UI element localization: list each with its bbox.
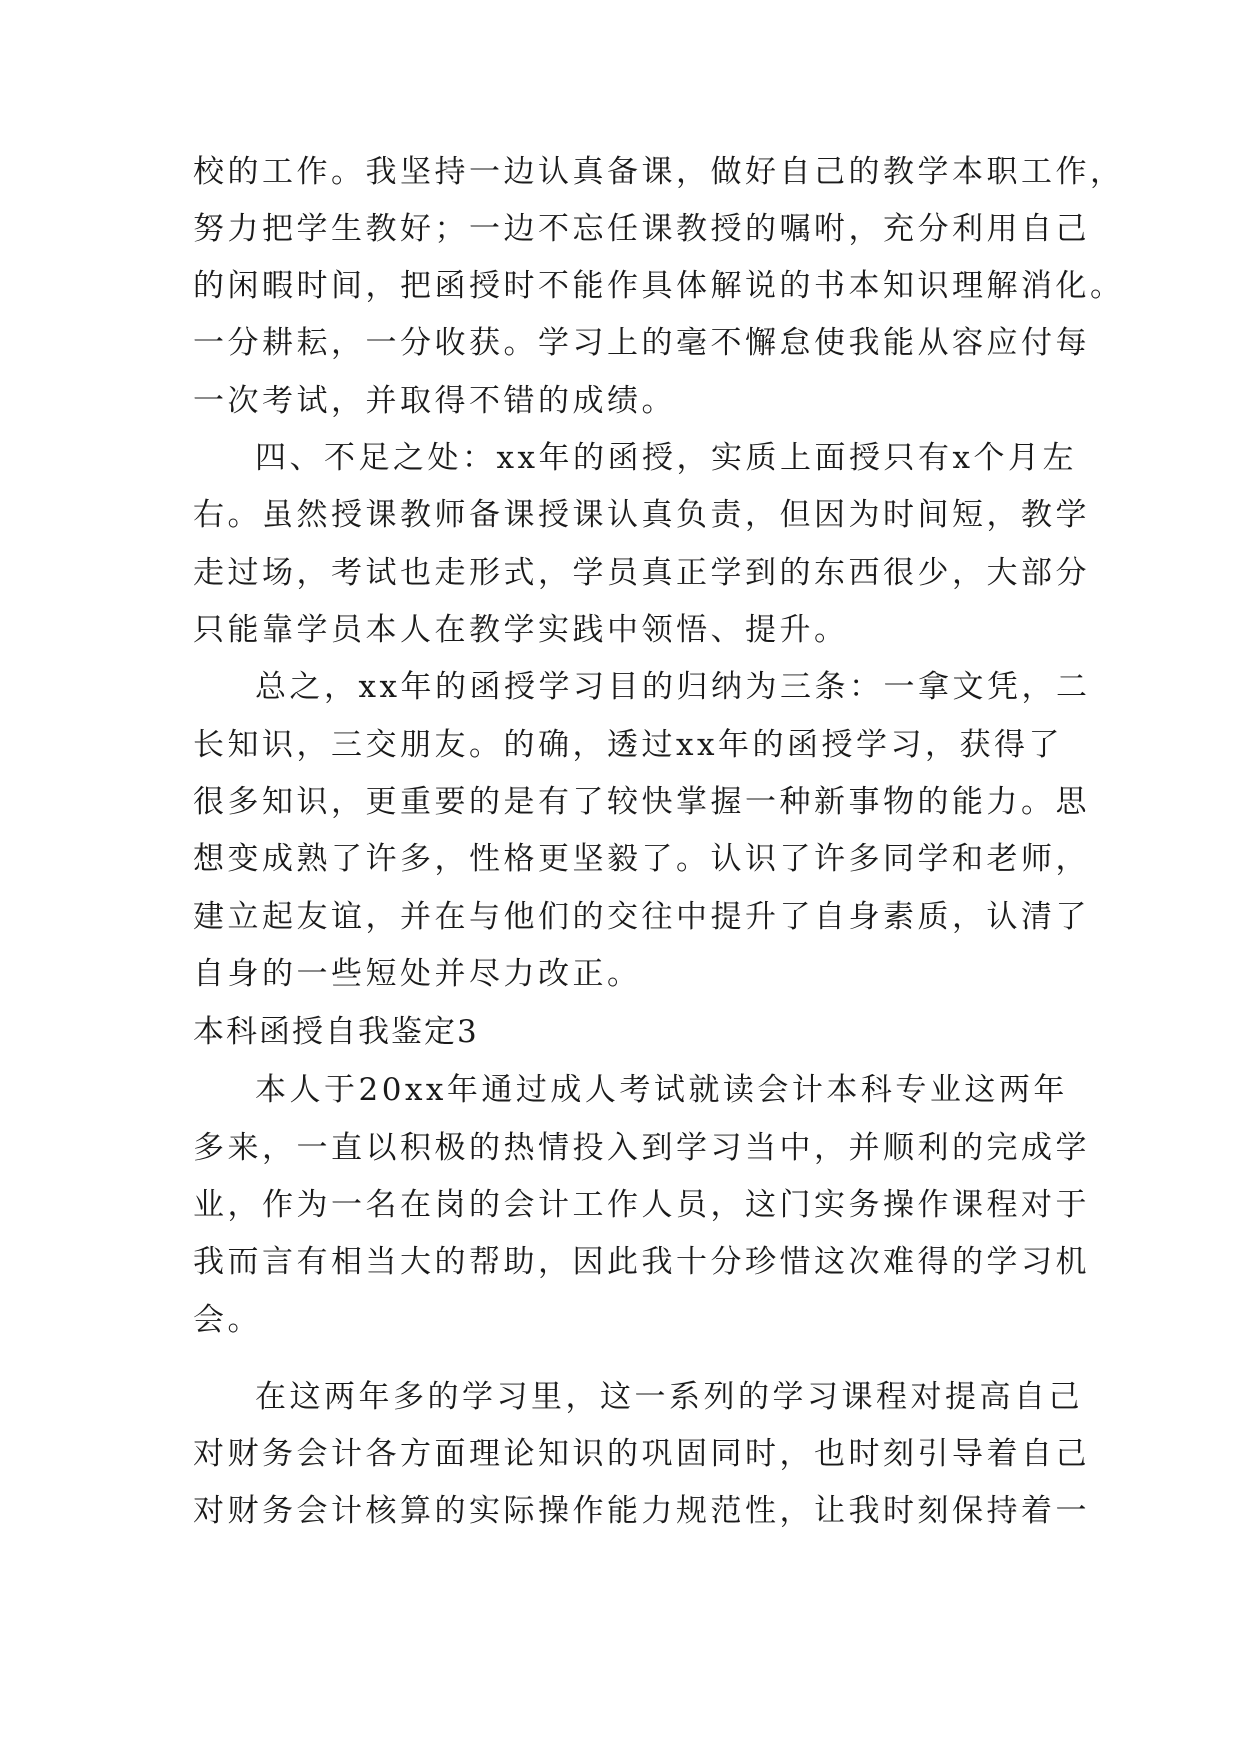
text-line: 多来，一直以积极的热情投入到学习当中，并顺利的完成学 [193,1130,1090,1166]
text-line: 走过场，考试也走形式，学员真正学到的东西很少，大部分 [193,555,1090,591]
text-line: 只能靠学员本人在教学实践中领悟、提升。 [193,612,849,648]
text-line: 我而言有相当大的帮助，因此我十分珍惜这次难得的学习机 [193,1244,1090,1280]
text-line: 一次考试，并取得不错的成绩。 [193,383,676,419]
text-line: 的闲暇时间，把函授时不能作具体解说的书本知识理解消化。 [193,268,1125,304]
text-line: 很多知识，更重要的是有了较快掌握一种新事物的能力。思 [193,784,1090,820]
text-line: 会。 [193,1302,262,1338]
text-line: 努力把学生教好；一边不忘任课教授的嘱咐，充分利用自己 [193,211,1090,247]
section-heading: 本科函授自我鉴定3 [193,1014,479,1050]
paragraph-start-line: 四、不足之处：xx年的函授，实质上面授只有x个月左 [255,440,1077,476]
text-line: 业，作为一名在岗的会计工作人员，这门实务操作课程对于 [193,1187,1090,1223]
text-line: 一分耕耘，一分收获。学习上的毫不懈怠使我能从容应付每 [193,325,1090,361]
text-line: 对财务会计各方面理论知识的巩固同时，也时刻引导着自己 [193,1436,1090,1472]
text-line: 自身的一些短处并尽力改正。 [193,956,642,992]
paragraph-start-line: 总之，xx年的函授学习目的归纳为三条：一拿文凭，二 [255,669,1091,705]
paragraph-start-line: 本人于20xx年通过成人考试就读会计本科专业这两年 [255,1072,1068,1108]
text-line: 长知识，三交朋友。的确，透过xx年的函授学习，获得了 [193,727,1063,763]
text-line: 右。虽然授课教师备课授课认真负责，但因为时间短，教学 [193,497,1090,533]
text-line: 建立起友谊，并在与他们的交往中提升了自身素质，认清了 [193,899,1090,935]
text-line: 想变成熟了许多，性格更坚毅了。认识了许多同学和老师， [193,841,1090,877]
text-line: 对财务会计核算的实际操作能力规范性，让我时刻保持着一 [193,1493,1090,1529]
text-line: 校的工作。我坚持一边认真备课，做好自己的教学本职工作， [193,154,1125,190]
paragraph-start-line: 在这两年多的学习里，这一系列的学习课程对提高自己 [255,1379,1083,1415]
